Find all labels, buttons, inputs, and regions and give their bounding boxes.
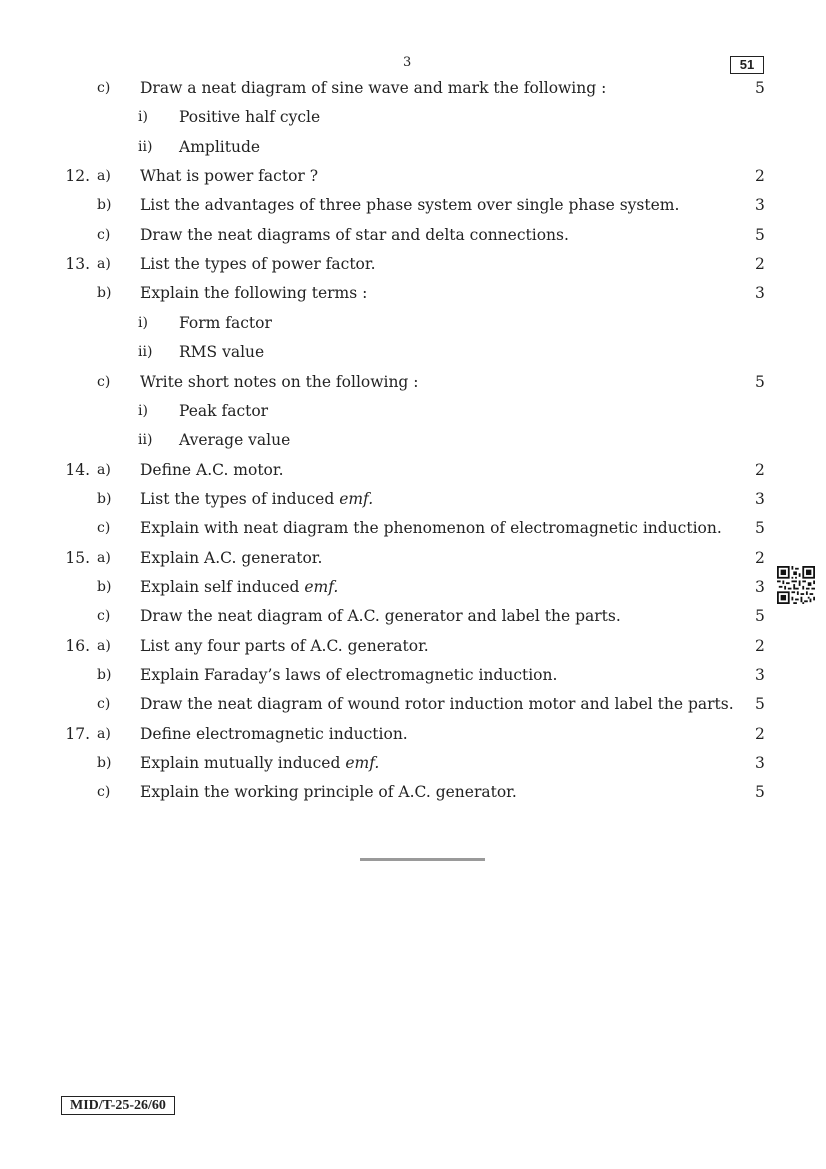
question-text-emphasis: emf. — [339, 490, 374, 508]
question-text — [140, 575, 338, 599]
sub-question-label: b) — [97, 491, 112, 507]
question-text — [140, 281, 367, 305]
sub-item-row — [0, 399, 826, 423]
question-row — [0, 193, 826, 217]
marks: 2 — [755, 167, 765, 185]
marks: 3 — [755, 196, 765, 214]
question-row — [0, 487, 826, 511]
marks: 3 — [755, 578, 765, 596]
sub-question-label: c) — [97, 784, 111, 800]
question-text — [140, 252, 376, 276]
marks: 2 — [755, 725, 765, 743]
sub-item-text: Form factor — [179, 314, 272, 332]
marks: 5 — [755, 519, 765, 537]
question-row — [0, 546, 826, 570]
question-text-body: Explain mutually induced — [140, 754, 346, 772]
marks: 2 — [755, 549, 765, 567]
sub-item-row — [0, 340, 826, 364]
question-row — [0, 634, 826, 658]
sub-question-label: b) — [97, 285, 112, 301]
page-number: 3 — [403, 55, 412, 70]
question-text-body: Define A.C. motor. — [140, 461, 284, 479]
question-text — [140, 458, 284, 482]
question-text — [140, 193, 679, 217]
question-text — [140, 751, 379, 775]
question-text-body: Explain with neat diagram the phenomenon of electromagnetic induction. — [140, 519, 722, 537]
sub-question-label: a) — [97, 256, 111, 272]
sub-question-label: c) — [97, 80, 111, 96]
sub-question-label: c) — [97, 520, 111, 536]
question-text — [140, 516, 722, 540]
question-text-emphasis: emf. — [304, 578, 339, 596]
marks: 5 — [755, 607, 765, 625]
question-text-body: Explain self induced — [140, 578, 305, 596]
sub-item-label: i) — [138, 315, 148, 331]
footer-code-box: MID/T-25-26/60 — [61, 1096, 175, 1115]
question-text-body: List the types of induced — [140, 490, 340, 508]
sub-question-label: a) — [97, 462, 111, 478]
sub-question-label: b) — [97, 197, 112, 213]
sub-item-label: i) — [138, 403, 148, 419]
sub-item-text: Positive half cycle — [179, 108, 321, 126]
marks: 5 — [755, 695, 765, 713]
sub-item-text: Amplitude — [179, 138, 261, 156]
marks: 5 — [755, 79, 765, 97]
question-row — [0, 458, 826, 482]
sub-item-row — [0, 311, 826, 335]
question-row — [0, 370, 826, 394]
question-text-body: List the advantages of three phase system over single phase system. — [140, 196, 680, 214]
question-number: 12. — [65, 167, 90, 185]
sub-item-label: ii) — [138, 139, 153, 155]
question-text-body: Write short notes on the following : — [140, 373, 419, 391]
question-text — [140, 370, 419, 394]
sub-question-label: a) — [97, 168, 111, 184]
qr-code — [777, 566, 815, 604]
question-text — [140, 604, 621, 628]
question-row — [0, 575, 826, 599]
question-text — [140, 663, 557, 687]
sub-item-label: i) — [138, 109, 148, 125]
sub-question-label: c) — [97, 374, 111, 390]
question-text-body: Draw the neat diagrams of star and delta connections. — [140, 226, 569, 244]
question-text-body: Explain Faraday’s laws of electromagnetic induction. — [140, 666, 558, 684]
marks: 3 — [755, 754, 765, 772]
question-text-body: Explain the following terms : — [140, 284, 368, 302]
question-number: 17. — [65, 725, 90, 743]
sub-item-row — [0, 135, 826, 159]
question-row — [0, 516, 826, 540]
marks: 5 — [755, 226, 765, 244]
question-text — [140, 780, 517, 804]
sub-item-label: ii) — [138, 344, 153, 360]
question-row — [0, 692, 826, 716]
question-text-body: List the types of power factor. — [140, 255, 376, 273]
sub-item-row — [0, 105, 826, 129]
question-row — [0, 780, 826, 804]
question-text-emphasis: emf. — [345, 754, 380, 772]
question-row — [0, 76, 826, 100]
marks: 2 — [755, 255, 765, 273]
sub-item-row — [0, 428, 826, 452]
question-text — [140, 634, 429, 658]
question-text — [140, 546, 322, 570]
sub-item-text: Average value — [179, 431, 291, 449]
sub-question-label: a) — [97, 550, 111, 566]
sub-question-label: b) — [97, 667, 112, 683]
sub-question-label: c) — [97, 608, 111, 624]
question-row — [0, 281, 826, 305]
question-number: 16. — [65, 637, 90, 655]
marks: 5 — [755, 783, 765, 801]
question-text-body: List any four parts of A.C. generator. — [140, 637, 429, 655]
sub-item-text: Peak factor — [179, 402, 269, 420]
question-text-body: Draw the neat diagram of wound rotor induction motor and label the parts. — [140, 695, 734, 713]
sub-question-label: b) — [97, 755, 112, 771]
question-row — [0, 252, 826, 276]
question-row — [0, 604, 826, 628]
question-number: 14. — [65, 461, 90, 479]
question-row — [0, 164, 826, 188]
sub-question-label: c) — [97, 227, 111, 243]
sub-question-label: a) — [97, 726, 111, 742]
question-row — [0, 751, 826, 775]
marks: 3 — [755, 490, 765, 508]
marks: 2 — [755, 461, 765, 479]
marks: 5 — [755, 373, 765, 391]
booklet-code-box: 51 — [730, 56, 764, 74]
sub-item-text: RMS value — [179, 343, 265, 361]
question-number: 13. — [65, 255, 90, 273]
question-row — [0, 223, 826, 247]
question-text — [140, 223, 569, 247]
sub-question-label: c) — [97, 696, 111, 712]
question-text — [140, 722, 408, 746]
sub-item-label: ii) — [138, 432, 153, 448]
question-text-body: What is power factor ? — [140, 167, 319, 185]
question-text-body: Draw a neat diagram of sine wave and mark the following : — [140, 79, 607, 97]
question-row — [0, 722, 826, 746]
question-text — [140, 76, 606, 100]
marks: 3 — [755, 666, 765, 684]
question-row — [0, 663, 826, 687]
question-text — [140, 487, 373, 511]
sub-question-label: b) — [97, 579, 112, 595]
question-text-body: Explain A.C. generator. — [140, 549, 323, 567]
question-text — [140, 164, 318, 188]
question-text-body: Explain the working principle of A.C. generator. — [140, 783, 517, 801]
question-number: 15. — [65, 549, 90, 567]
question-text — [140, 692, 734, 716]
sub-question-label: a) — [97, 638, 111, 654]
marks: 3 — [755, 284, 765, 302]
question-text-body: Draw the neat diagram of A.C. generator and label the parts. — [140, 607, 621, 625]
marks: 2 — [755, 637, 765, 655]
question-text-body: Define electromagnetic induction. — [140, 725, 408, 743]
end-rule — [360, 858, 485, 861]
